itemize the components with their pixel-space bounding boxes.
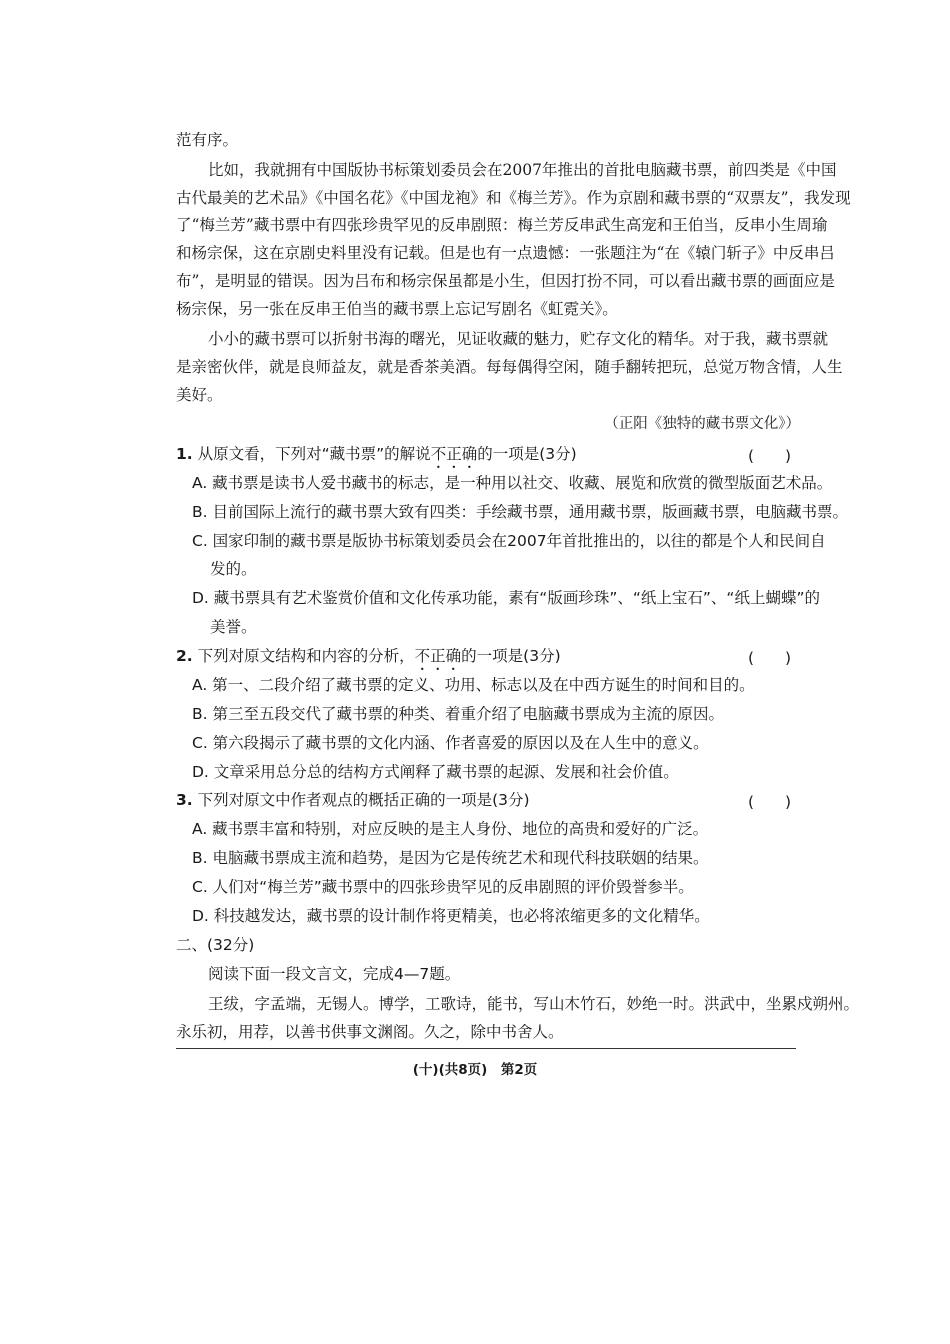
question-number: 1. (176, 445, 193, 463)
passage-line: 古代最美的艺术品》《中国名花》《中国龙袍》和《梅兰芳》。作为京剧和藏书票的“双票友”，我发现 (176, 189, 851, 207)
passage-line: 了“梅兰芳”藏书票中有四张珍贵罕见的反串剧照：梅兰芳反串武生高宠和王伯当，反串小生周瑜 (176, 216, 828, 234)
stem-text: 下列对原文结构和内容的分析， (197, 647, 415, 665)
section-instruction: 阅读下面一段文言文，完成4—7题。 (208, 965, 461, 983)
passage-line: 比如，我就拥有中国版协书标策划委员会在2007年推出的首批电脑藏书票，前四类是《中国 (208, 161, 837, 179)
option-d: D. 藏书票具有艺术鉴赏价值和文化传承功能，素有“版画珍珠”、“纸上宝石”、“纸上蝴蝶”的 (192, 589, 820, 607)
option-b: B. 第三至五段交代了藏书票的种类、着重介绍了电脑藏书票成为主流的原因。 (192, 705, 724, 723)
option-a: A. 第一、二段介绍了藏书票的定义、功用、标志以及在中西方诞生的时间和目的。 (192, 676, 755, 694)
emphasis-text: 不正确 (414, 647, 462, 665)
option-a: A. 藏书票丰富和特别，对应反映的是主人身份、地位的高贵和爱好的广泛。 (192, 820, 709, 838)
passage-source: （正阳《独特的藏书票文化》） (604, 416, 800, 432)
page-footer: (十)(共8页) 第2页 (412, 1062, 538, 1078)
option-c: C. 国家印制的藏书票是版协书标策划委员会在2007年首批推出的，以往的都是个人和民间自 (192, 532, 826, 550)
question-number: 2. (176, 647, 193, 665)
question-2-stem (176, 646, 561, 674)
stem-text: 的一项是(3分) (477, 445, 577, 463)
option-d: D. 文章采用总分总的结构方式阐释了藏书票的起源、发展和社会价值。 (192, 763, 679, 781)
passage-line: 范有序。 (176, 131, 239, 149)
footer-divider (176, 1048, 796, 1049)
option-c: C. 第六段揭示了藏书票的文化内涵、作者喜爱的原因以及在人生中的意义。 (192, 734, 709, 752)
option-d-continued: 美誉。 (210, 618, 257, 636)
classical-text-line: 永乐初，用荐，以善书供事文渊阁。久之，除中书舍人。 (176, 1023, 564, 1041)
answer-parentheses: ( ) (748, 649, 792, 667)
question-1-stem (176, 444, 577, 472)
answer-parentheses: ( ) (748, 447, 792, 465)
passage-line: 和杨宗保，这在京剧史料里没有记载。但是也有一点遗憾：一张题注为“在《辕门斩子》中反串吕 (176, 244, 835, 262)
stem-text: 的一项是(3分) (461, 647, 561, 665)
passage-line: 小小的藏书票可以折射书海的曙光，见证收藏的魅力，贮存文化的精华。对于我，藏书票就 (208, 330, 829, 348)
option-d: D. 科技越发达，藏书票的设计制作将更精美，也必将浓缩更多的文化精华。 (192, 907, 710, 925)
classical-text-line: 王绂，字孟端，无锡人。博学，工歌诗，能书，写山木竹石，妙绝一时。洪武中，坐累戍朔州。 (208, 995, 860, 1013)
stem-text: 从原文看，下列对“藏书票”的解说 (197, 445, 431, 463)
option-c-continued: 发的。 (210, 560, 257, 578)
passage-line: 布”，是明显的错误。因为吕布和杨宗保虽都是小生，但因打扮不同，可以看出藏书票的画面应是 (176, 272, 835, 290)
emphasis-text: 不正确 (430, 445, 478, 463)
question-3-stem (176, 790, 530, 810)
section-heading: 二、(32分) (176, 936, 255, 954)
answer-parentheses: ( ) (748, 793, 792, 811)
stem-text: 下列对原文中作者观点的概括正确的一项是(3分) (197, 791, 530, 809)
passage-line: 美好。 (176, 386, 223, 404)
passage-line: 杨宗保，另一张在反串王伯当的藏书票上忘记写剧名《虹霓关》。 (176, 300, 618, 318)
passage-line: 是亲密伙伴，就是良师益友，就是香茶美酒。每每偶得空闲，随手翻转把玩，总觉万物含情，人生 (176, 358, 843, 376)
option-a: A. 藏书票是读书人爱书藏书的标志，是一种用以社交、收藏、展览和欣赏的微型版面艺术品。 (192, 474, 833, 492)
option-c: C. 人们对“梅兰芳”藏书票中的四张珍贵罕见的反串剧照的评价毁誉参半。 (192, 878, 694, 896)
option-b: B. 电脑藏书票成主流和趋势，是因为它是传统艺术和现代科技联姻的结果。 (192, 849, 709, 867)
question-number: 3. (176, 791, 193, 809)
option-b: B. 目前国际上流行的藏书票大致有四类：手绘藏书票，通用藏书票，版画藏书票，电脑藏书票。 (192, 503, 848, 521)
